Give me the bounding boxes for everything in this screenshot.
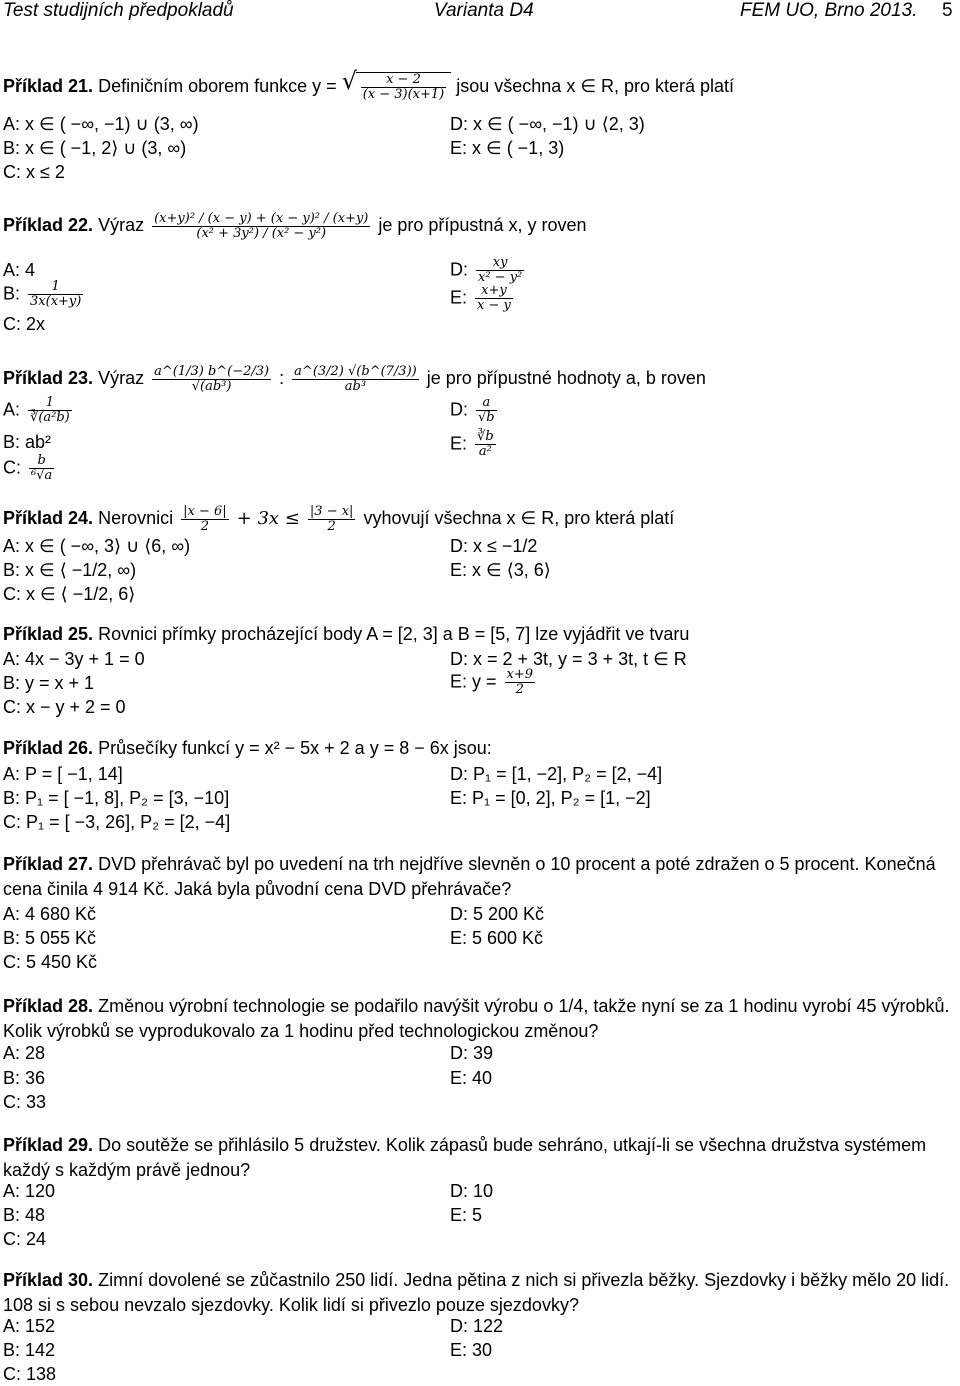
option-c: C: P₁ = [ −3, 26], P₂ = [2, −4] (3, 812, 231, 832)
option-b: B: 5 055 Kč (3, 928, 97, 948)
option-d: D: x = 2 + 3t, y = 3 + 3t, t ∈ R (450, 649, 687, 669)
stem-text: je pro přípustná x, y roven (378, 215, 587, 235)
option-d: D: $\frac{a}{√b}$ (450, 395, 495, 425)
stem-text: vyhovují všechna x ∈ R, pro která platí (363, 508, 675, 528)
example-label: Příklad 29. (3, 1135, 94, 1155)
example-stem (3, 72, 958, 102)
example-stem (3, 1268, 958, 1318)
example-label: Příklad 27. (3, 854, 94, 874)
option-b: B: x ∈ ⟨ −1/2, ∞) (3, 560, 137, 580)
option-e: E: 5 600 Kč (450, 928, 544, 948)
example-24 (3, 500, 958, 610)
header-title: Test studijních předpokladů (3, 0, 234, 21)
option-a: A: 120 (3, 1181, 56, 1201)
option-b: B: 36 (3, 1068, 46, 1088)
stem-text: DVD přehrávač byl po uvedení na trh nejdříve slevněn o 10 procent a poté zdražen o 5 procent. Konečná cena činila 4 914 Kč. Jaká byla původní cena DVD přehrávače? (3, 854, 936, 899)
example-23 (3, 356, 958, 486)
option-c: C: x ∈ ⟨ −1/2, 6⟩ (3, 584, 136, 604)
option-e: E: y = $\frac{x+9}{2}$ (450, 667, 534, 697)
header-institution: FEM UO, Brno 2013. (740, 0, 918, 21)
example-28 (3, 994, 958, 1119)
option-b: B: y = x + 1 (3, 673, 95, 693)
option-b: B: x ∈ ( −1, 2⟩ ∪ (3, ∞) (3, 138, 187, 158)
example-label: Příklad 24. (3, 508, 94, 528)
fraction: $\frac{a\^{}(1/3) b\^{}(-2/3)}{\text{√(ab³)}}$ (154, 363, 270, 394)
example-stem (3, 622, 958, 646)
example-stem (3, 994, 958, 1044)
sqrt-expression (356, 72, 452, 102)
option-b: B: ab² (3, 432, 52, 452)
option-e: E: 40 (450, 1068, 493, 1088)
option-e: E: $\frac{x+y}{x - y}$ (450, 283, 511, 313)
option-e: E: x ∈ ⟨3, 6⟩ (450, 560, 551, 580)
option-c: C: x − y + 2 = 0 (3, 697, 126, 717)
example-27 (3, 852, 958, 977)
option-a: A: $\frac{1}{\text{∛(a²b)}}$ (3, 395, 70, 425)
option-d: D: 5 200 Kč (450, 904, 545, 924)
option-e: E: 5 (450, 1205, 483, 1225)
option-a: A: x ∈ ( −∞, 3⟩ ∪ ⟨6, ∞) (3, 536, 191, 556)
example-label: Příklad 30. (3, 1270, 94, 1290)
option-a: A: 4x − 3y + 1 = 0 (3, 649, 145, 669)
example-26 (3, 736, 958, 836)
header-page-number: 5 (942, 0, 953, 21)
example-stem (3, 356, 958, 400)
option-a: A: 152 (3, 1316, 56, 1336)
option-d: D: x ≤ −1/2 (450, 536, 538, 556)
option-e: E: P₁ = [0, 2], P₂ = [1, −2] (450, 788, 651, 808)
option-e: E: x ∈ ( −1, 3) (450, 138, 565, 158)
example-label: Příklad 21. (3, 75, 94, 96)
stem-text: Rovnici přímky procházející body A = [2, 3] a B = [5, 7] lze vyjádřit ve tvaru (98, 624, 690, 644)
option-b: B: P₁ = [ −1, 8], P₂ = [3, −10] (3, 788, 230, 808)
example-label: Příklad 22. (3, 215, 94, 235)
example-stem (3, 852, 958, 902)
option-a: A: x ∈ ( −∞, −1) ∪ (3, ∞) (3, 114, 199, 134)
example-21 (3, 72, 958, 190)
example-29 (3, 1133, 958, 1258)
option-d: D: P₁ = [1, −2], P₂ = [2, −4] (450, 764, 663, 784)
stem-text: Výraz (98, 368, 145, 388)
example-30 (3, 1268, 958, 1384)
stem-text: Definičním oborem funkce y = (98, 75, 342, 96)
option-d: D: 39 (450, 1043, 494, 1063)
stem-text: Zimní dovolené se zůčastnilo 250 lidí. Jedna pětina z nich si přivezla běžky. Sjezdovky i běžky mělo 20 lidí. 108 si s sebou nevzalo sjezdovky. Kolik lidí si přivezlo pouze sjezdovky? (3, 1270, 950, 1315)
divide-sign: : (279, 368, 285, 388)
fraction: $\frac{|x - 6|}{2}$ (183, 503, 227, 534)
option-c: C: x ≤ 2 (3, 162, 65, 182)
option-b: B: 48 (3, 1205, 46, 1225)
option-a: A: 4 680 Kč (3, 904, 97, 924)
option-d: D: 10 (450, 1181, 494, 1201)
example-22 (3, 200, 958, 340)
option-e: E: 30 (450, 1340, 493, 1360)
stem-text: je pro přípustné hodnoty a, b roven (426, 368, 706, 388)
stem-text: + 3x ≤ (236, 508, 300, 529)
stem-text: Nerovnici (98, 508, 174, 528)
example-25 (3, 622, 958, 722)
example-stem (3, 500, 958, 537)
option-c: C: 138 (3, 1364, 57, 1384)
stem-text: Průsečíky funkcí y = x² − 5x + 2 a y = 8 − 6x jsou: (98, 738, 492, 758)
option-c: C: 2x (3, 314, 46, 334)
fraction: √ $\frac{x - 2}{(x - 3)(x+1)}$ (362, 72, 445, 102)
header-variant: Varianta D4 (434, 0, 534, 21)
example-stem (3, 736, 958, 760)
option-c: C: 33 (3, 1092, 47, 1112)
option-b: B: 142 (3, 1340, 56, 1360)
example-label: Příklad 28. (3, 996, 94, 1016)
fraction: $\frac{|3 - x|}{2}$ (309, 503, 354, 534)
example-stem (3, 1133, 958, 1183)
stem-text: jsou všechna x ∈ R, pro která platí (456, 75, 735, 96)
option-d: D: $\frac{xy}{\text{x² − y²}}$ (450, 255, 523, 285)
stem-text: Do soutěže se přihlásilo 5 družstev. Kolik zápasů bude sehráno, utkají-li se všechna družstva systémem každý s každým právě jednou? (3, 1135, 927, 1180)
option-d: D: x ∈ ( −∞, −1) ∪ ⟨2, 3) (450, 114, 645, 134)
option-d: D: 122 (450, 1316, 504, 1336)
option-a: A: 28 (3, 1043, 46, 1063)
option-c: C: 24 (3, 1229, 47, 1249)
page-header (0, 0, 960, 24)
option-a: A: P = [ −1, 14] (3, 764, 123, 784)
fraction: $\frac{a\^{}(3/2) √(b\^{}(7/3))}{\text{ab³}}$ (294, 363, 417, 394)
example-label: Příklad 26. (3, 738, 94, 758)
fraction: $\frac{\text{(x+y)² / (x − y) + (x − y)² / (x+y)}}{\text{(x² + 3y²) / (x² − y²)}}$ (154, 210, 369, 241)
example-label: Příklad 23. (3, 368, 94, 388)
option-c: C: 5 450 Kč (3, 952, 98, 972)
stem-text: Výraz (98, 215, 145, 235)
option-c: C: $\frac{b}{\text{⁶√a}}$ (3, 453, 53, 483)
option-a: A: 4 (3, 260, 36, 280)
stem-text: Změnou výrobní technologie se podařilo navýšit výrobu o 1/4, takže nyní se za 1 hodinu vyrobí 45 výrobků. Kolik výrobků se vyprodukovalo za 1 hodinu před technologickou změnou? (3, 996, 950, 1041)
example-label: Příklad 25. (3, 624, 94, 644)
example-stem (3, 200, 958, 250)
option-b: B: $\frac{1}{3x(x+y)}$ (3, 279, 82, 309)
option-e: E: $\frac{∛b}{\text{a²}}$ (450, 429, 494, 459)
